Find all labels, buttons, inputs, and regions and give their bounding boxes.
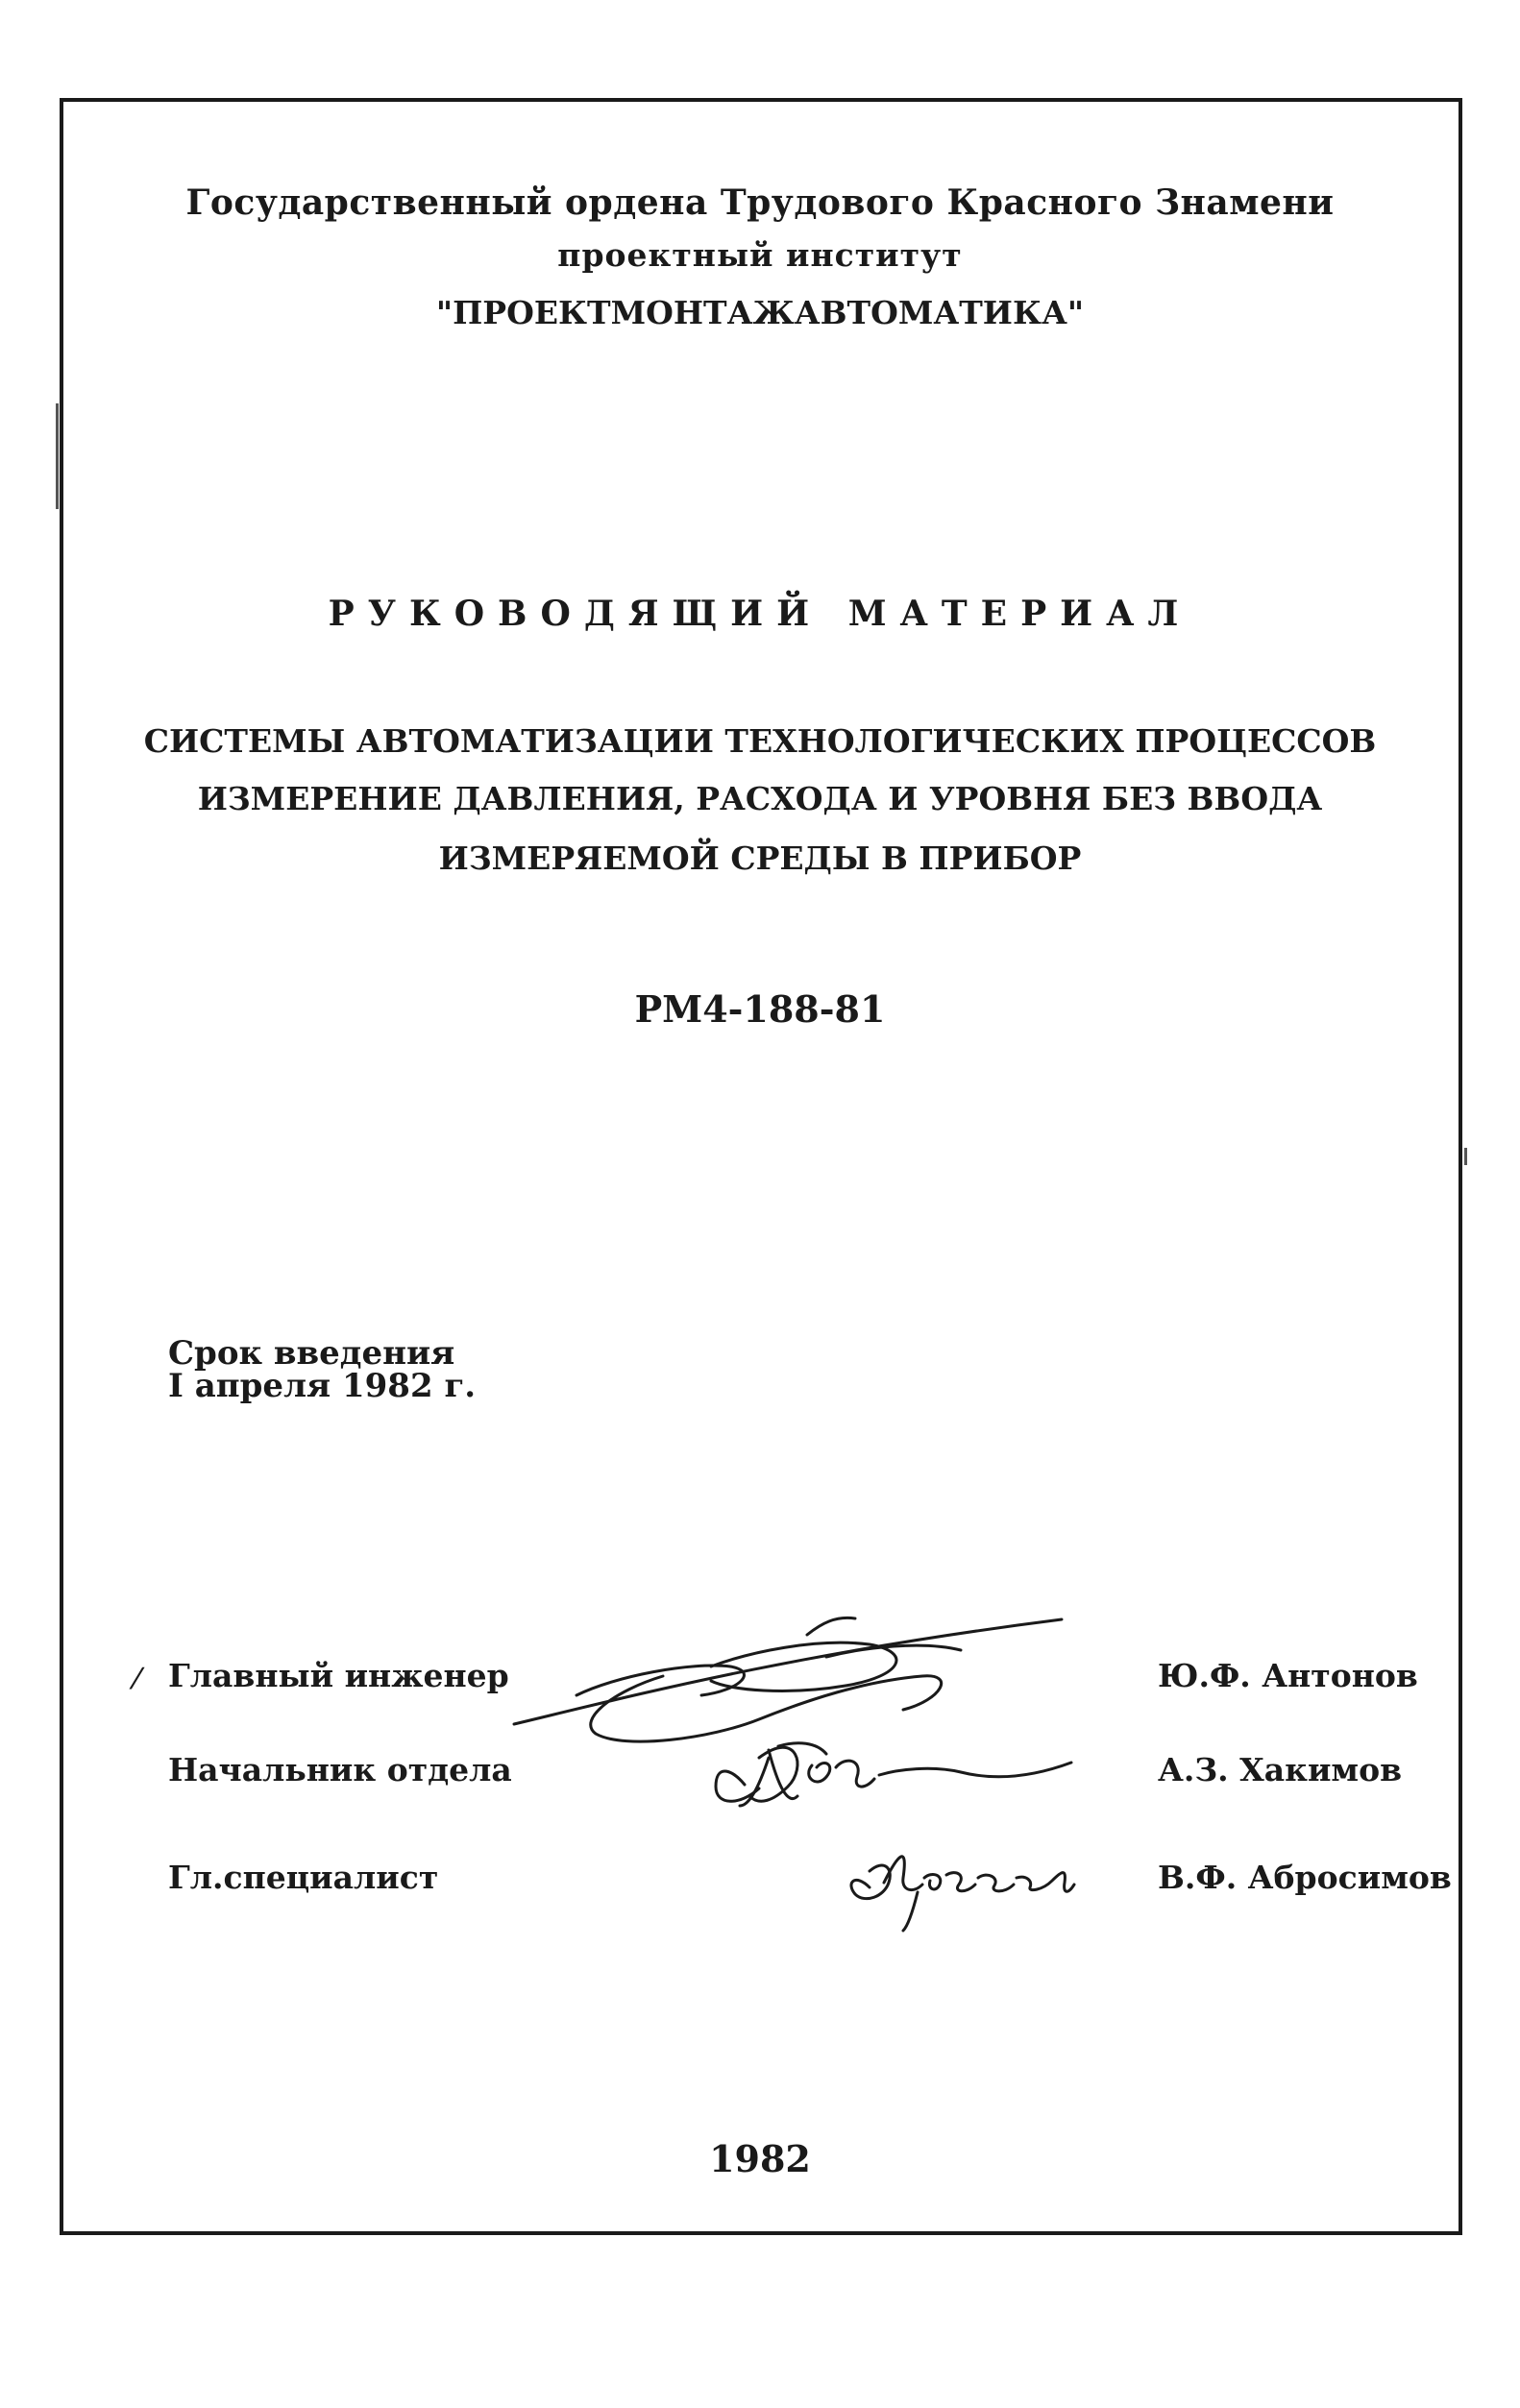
check-mark-icon: ⁄ xyxy=(135,1663,140,1696)
organization-name: Государственный ордена Трудового Красного Знамени xyxy=(185,182,1335,223)
signatory-name: Ю.Ф. Антонов xyxy=(1158,1657,1418,1694)
document-title-line-3: ИЗМЕРЯЕМОЙ СРЕДЫ В ПРИБОР xyxy=(438,839,1082,877)
effective-date-value: I апреля 1982 г. xyxy=(168,1367,477,1405)
right-edge-mark xyxy=(1464,1148,1467,1165)
document-code: РМ4-188-81 xyxy=(634,987,886,1031)
signatory-row xyxy=(0,1657,1520,1715)
effective-date-label: Срок введения xyxy=(168,1334,455,1373)
document-type: РУКОВОДЯЩИЙ МАТЕРИАЛ xyxy=(328,594,1192,634)
publication-year: 1982 xyxy=(709,2137,811,2180)
signatory-role: Главный инженер xyxy=(168,1657,509,1694)
effective-date-block xyxy=(168,1334,477,1405)
left-edge-mark xyxy=(56,403,59,509)
document-title-line-1: СИСТЕМЫ АВТОМАТИЗАЦИИ ТЕХНОЛОГИЧЕСКИХ ПРОЦЕССОВ xyxy=(143,722,1377,760)
organization-short-name: "ПРОЕКТМОНТАЖАВТОМАТИКА" xyxy=(435,294,1085,331)
signatory-row xyxy=(0,1751,1520,1809)
signatory-row xyxy=(0,1859,1520,1916)
organization-type: проектный институт xyxy=(557,236,963,274)
signatory-role: Начальник отдела xyxy=(168,1751,512,1788)
signatory-name: А.З. Хакимов xyxy=(1158,1751,1403,1788)
signatory-role: Гл.специалист xyxy=(168,1859,439,1896)
signatory-name: В.Ф. Абросимов xyxy=(1158,1859,1452,1896)
document-title-line-2: ИЗМЕРЕНИЕ ДАВЛЕНИЯ, РАСХОДА И УРОВНЯ БЕЗ ВВОДА xyxy=(197,780,1323,817)
